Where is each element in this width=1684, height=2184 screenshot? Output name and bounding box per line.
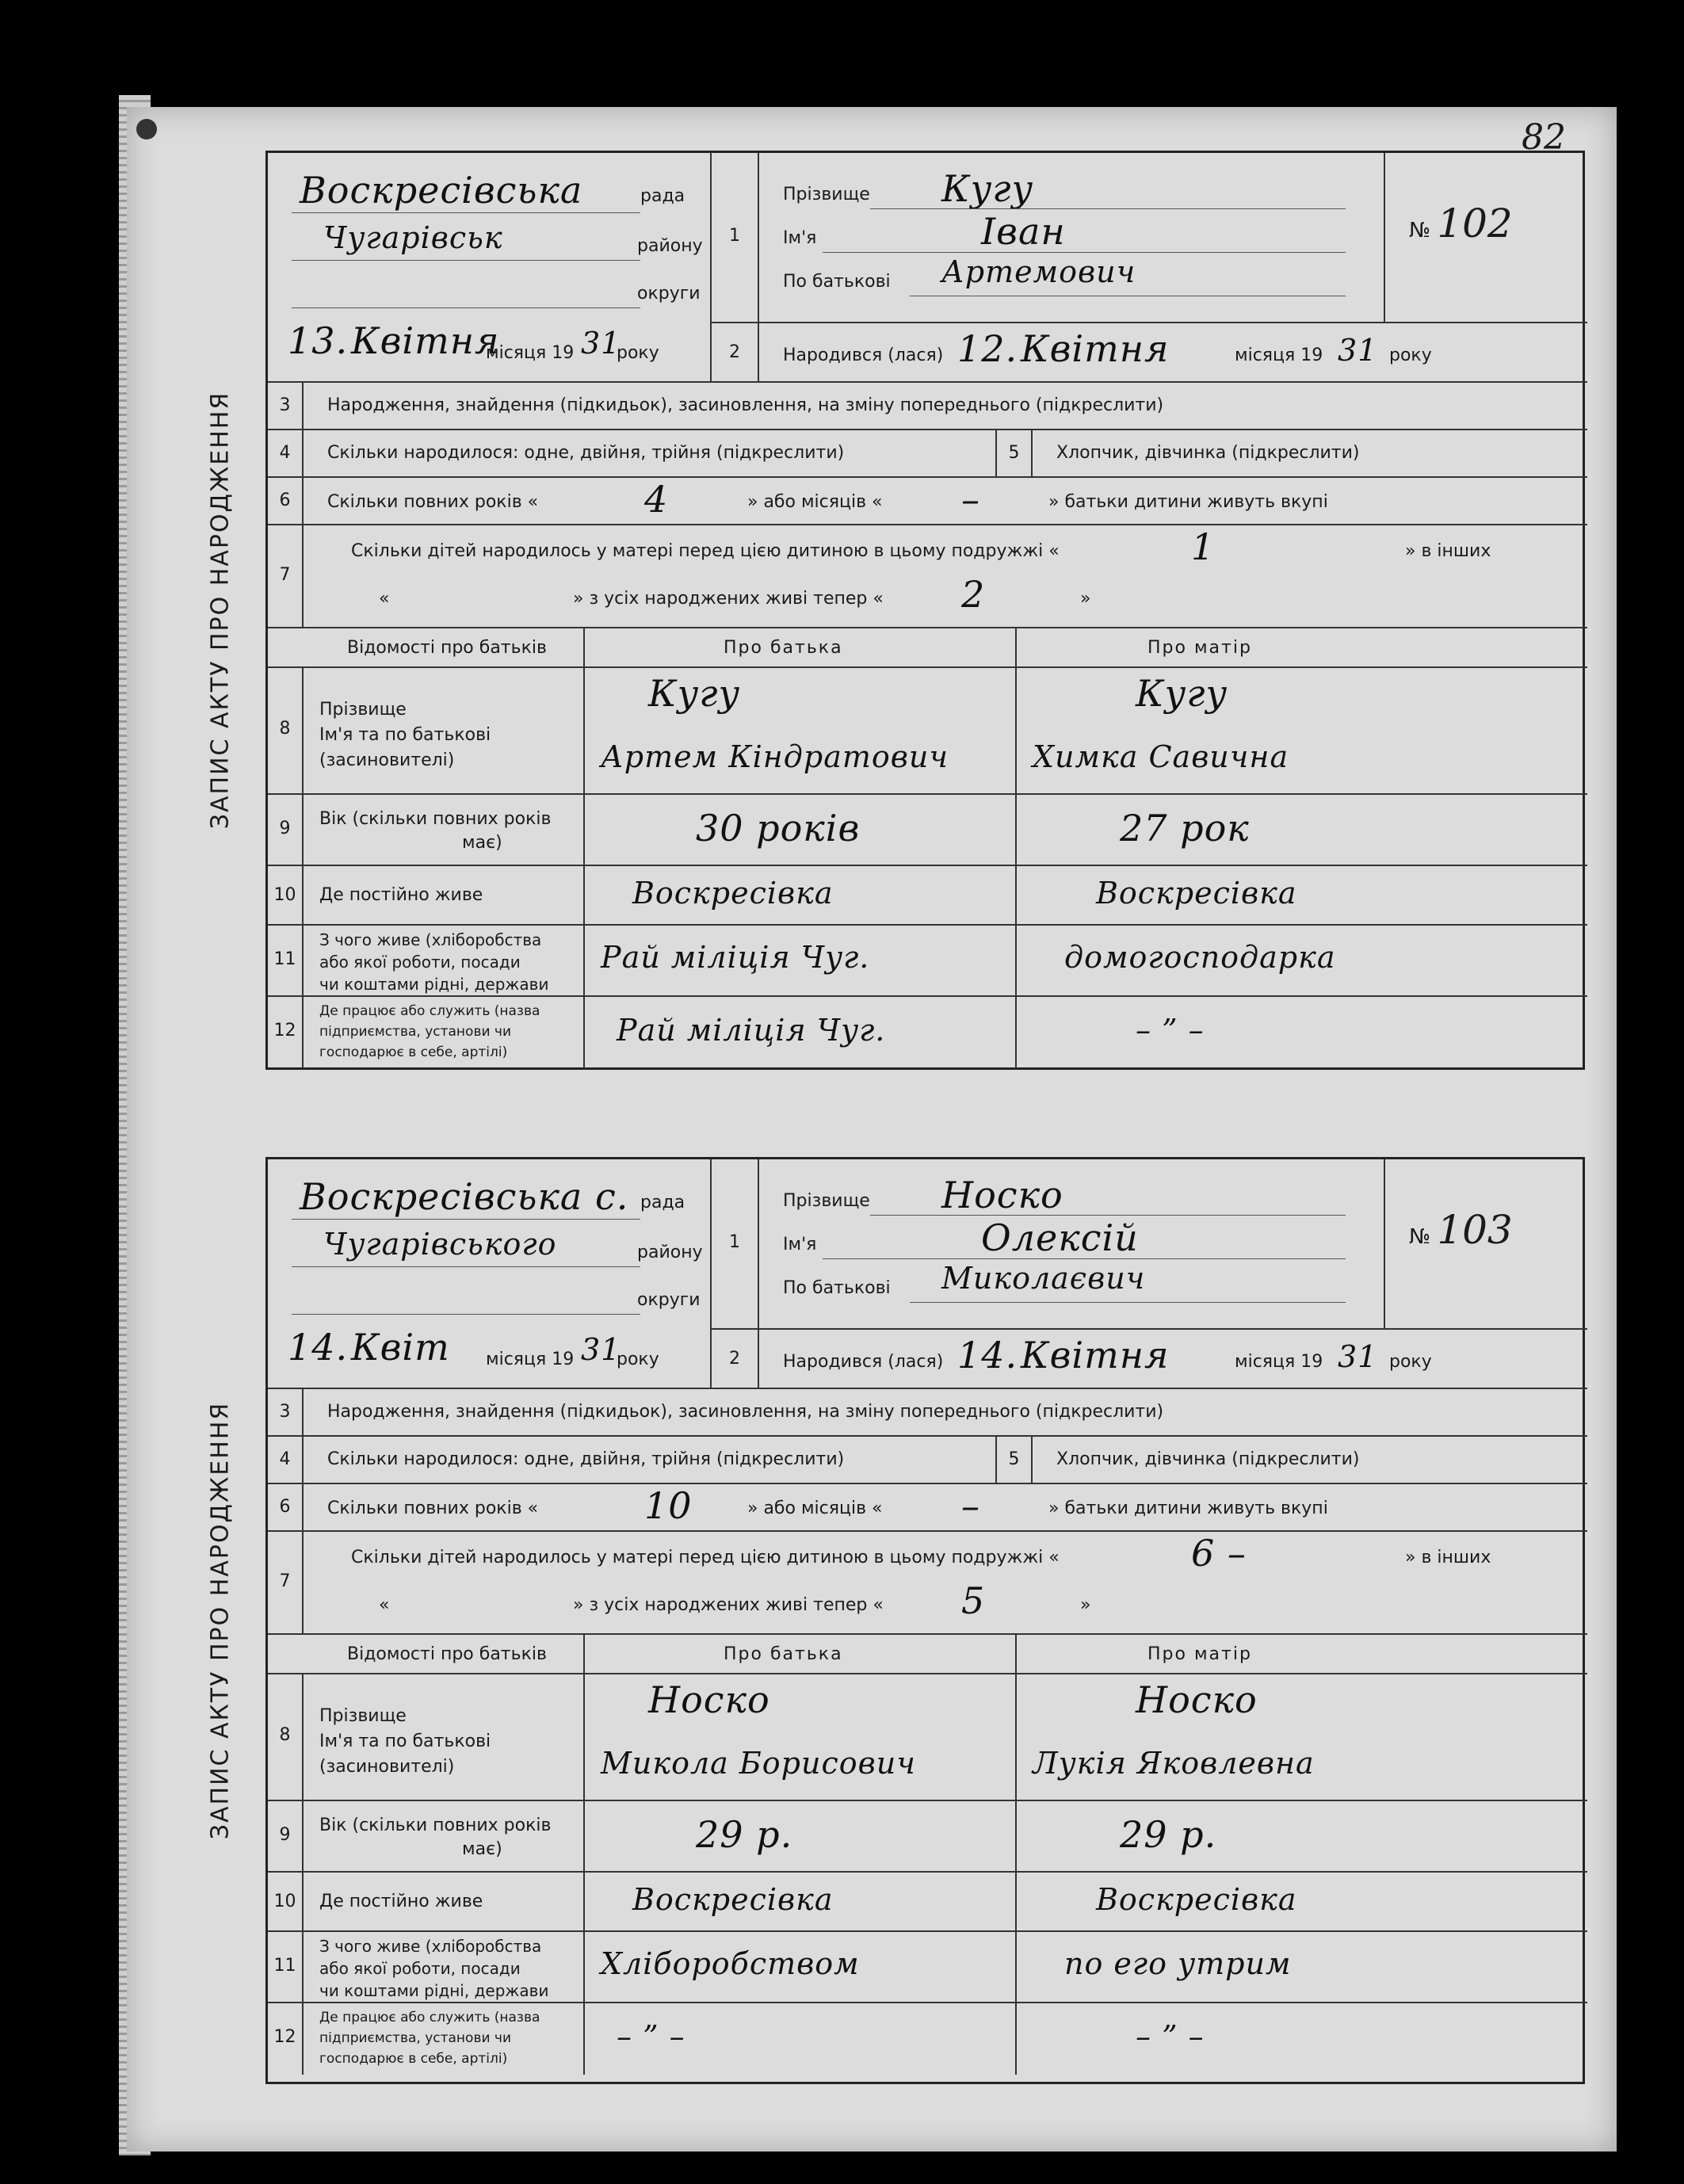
section-1-number-cell [712, 153, 759, 323]
row-number-cell: 9 [268, 1801, 304, 1873]
mother-workplace: – ” – [1136, 1013, 1205, 1048]
living-children-close: » [1080, 589, 1091, 609]
mother-surname: Носко [1136, 1678, 1258, 1721]
father-header-label: Про батька [724, 1644, 843, 1664]
previous-children-label: Скільки дітей народилось у матері перед цією дитиною в цьому подружжі « [351, 541, 1060, 561]
act-number-block [1385, 153, 1587, 323]
occupation-label-3: чи коштами рідні, держави [319, 1981, 549, 2000]
surname-label: Прізвище [783, 185, 870, 204]
row-number-cell: 7 [268, 1532, 304, 1635]
living-children-close: » [1080, 1595, 1091, 1615]
workplace-label-3: господарює в себе, артілі) [319, 2051, 508, 2067]
father-occupation-cell [585, 926, 1017, 997]
birth-month-suffix: місяця 19 [1235, 1352, 1323, 1372]
father-workplace: Рай міліція Чуг. [617, 1013, 886, 1048]
child-name-block [759, 153, 1385, 323]
father-occupation: Рай міліція Чуг. [601, 940, 870, 975]
birth-year: 31 [1338, 333, 1378, 368]
registration-month-suffix: місяця 19 [486, 1350, 575, 1369]
act-no: 102 [1437, 200, 1513, 246]
record-side-title [174, 1157, 265, 2084]
child-patronymic: Артемович [941, 254, 1136, 289]
adopters-label: (засиновителі) [319, 1757, 455, 1777]
together-tail-label: » батьки дитини живуть вкупі [1048, 1499, 1328, 1518]
row-number-cell: 6 [268, 1484, 304, 1532]
father-workplace: – ” – [617, 2019, 685, 2054]
mother-residence: Воскресівка [1096, 1882, 1297, 1917]
occupation-label-1: З чого живе (хліборобства [319, 930, 542, 949]
previous-children-row [304, 1532, 1587, 1635]
birth-month: Квітня [1021, 327, 1170, 370]
age-label: Вік (скільки повних років [319, 809, 552, 829]
father-age-cell [585, 795, 1017, 866]
council-suffix: рада [640, 186, 685, 206]
patronymic-label: По батькові [783, 272, 891, 292]
act-no-label: № [1409, 1225, 1431, 1249]
act-number [1409, 200, 1513, 246]
father-surname: Кугу [648, 672, 741, 715]
parents-together-row [304, 1484, 1587, 1532]
registration-year-suffix: року [617, 1350, 659, 1369]
child-surname: Носко [941, 1174, 1063, 1216]
row-number-cell: 10 [268, 1873, 304, 1932]
registration-year-suffix: року [617, 343, 659, 363]
occupation-label-cell [304, 926, 585, 997]
mother-header-label: Про матір [1147, 1644, 1252, 1664]
mother-residence-cell [1017, 1873, 1587, 1932]
living-children-count: 5 [961, 1579, 986, 1622]
parent-age-label-cell [304, 1801, 585, 1873]
council-name: Воскресівська с. [300, 1175, 629, 1218]
patronymic-label: По батькові [783, 1278, 891, 1298]
parents-info-header [268, 1635, 585, 1674]
adopters-label: (засиновителі) [319, 750, 455, 770]
registration-year: 31 [581, 1332, 621, 1367]
residence-label: Де постійно живе [319, 885, 483, 905]
district-name: Чугарівського [323, 1227, 557, 1262]
together-years-label: Скільки повних років « [327, 492, 539, 512]
child-name: Олексій [981, 1216, 1139, 1259]
mother-full-name: Лукія Яковлевна [1033, 1746, 1315, 1781]
binding-hole [136, 119, 157, 139]
mother-occupation: домогосподарка [1064, 940, 1336, 975]
birth-day: 14. [957, 1334, 1018, 1376]
mother-occupation: по его утрим [1064, 1946, 1292, 1981]
row-number-cell: 9 [268, 795, 304, 866]
residence-label-cell [304, 1873, 585, 1932]
mother-name-cell [1017, 668, 1587, 795]
parents-info-label: Відомості про батьків [347, 1644, 547, 1664]
living-children-label: » з усіх народжених живі тепер « [573, 1595, 884, 1615]
previous-children-label: Скільки дітей народилось у матері перед цією дитиною в цьому подружжі « [351, 1548, 1060, 1567]
birth-date-row [759, 1330, 1587, 1389]
living-children-count: 2 [961, 573, 986, 616]
father-age: 29 р. [696, 1813, 793, 1856]
together-years: 10 [644, 1484, 693, 1527]
father-residence: Воскресівка [632, 1882, 834, 1917]
registration-month-suffix: місяця 19 [486, 343, 575, 363]
parent-name-label-cell [304, 1674, 585, 1801]
record-side-title [174, 151, 265, 1070]
district-suffix: району [637, 236, 703, 256]
mother-age-cell [1017, 1801, 1587, 1873]
section-1-number-cell [712, 1159, 759, 1330]
mother-workplace: – ” – [1136, 2019, 1205, 2054]
parent-surname-label: Прізвище [319, 1706, 407, 1726]
sex-text: Хлопчик, дівчинка (підкреслити) [1056, 443, 1360, 463]
parents-info-label: Відомості про батьків [347, 638, 547, 658]
page-number: 82 [1522, 117, 1566, 158]
born-label: Народився (лася) [783, 346, 944, 365]
workplace-label-1: Де працює або служить (назва [319, 2010, 540, 2026]
row-number-cell: 8 [268, 1674, 304, 1801]
together-months-label: » або місяців « [747, 1499, 883, 1518]
registry-block [268, 1159, 712, 1389]
section-number: 2 [729, 342, 740, 362]
event-type-text: Народження, знайдення (підкидьок), засиновлення, на зміну попереднього (підкреслити) [327, 395, 1164, 415]
mother-residence-cell [1017, 866, 1587, 926]
residence-label-cell [304, 866, 585, 926]
sex-row [1033, 1437, 1587, 1484]
father-workplace-cell [585, 2003, 1017, 2075]
event-type-row [304, 1389, 1587, 1437]
row-number-cell: 11 [268, 1932, 304, 2003]
registration-year: 31 [581, 326, 621, 361]
name-label: Ім'я [783, 228, 817, 248]
father-age: 30 років [696, 807, 861, 850]
row-number-cell: 3 [268, 1389, 304, 1437]
multiplicity-text: Скільки народилося: одне, двійня, трійня (підкреслити) [327, 1449, 845, 1469]
father-occupation-cell [585, 1932, 1017, 2003]
parent-name-label: Ім'я та по батькові [319, 1732, 491, 1751]
birth-month-suffix: місяця 19 [1235, 346, 1323, 365]
act-no: 103 [1437, 1207, 1513, 1253]
side-title: ЗАПИС АКТУ ПРО НАРОДЖЕННЯ [206, 1401, 234, 1840]
act-number [1409, 1207, 1513, 1253]
occupation-label-1: З чого живе (хліборобства [319, 1937, 542, 1956]
okruha-suffix: округи [637, 284, 701, 304]
name-label: Ім'я [783, 1235, 817, 1254]
mother-surname: Кугу [1136, 672, 1228, 715]
mother-full-name: Химка Савична [1033, 739, 1289, 774]
mother-age: 27 рок [1120, 807, 1250, 850]
father-full-name: Микола Борисович [601, 1746, 916, 1781]
father-name-cell [585, 1674, 1017, 1801]
mother-age-cell [1017, 795, 1587, 866]
workplace-label-cell [304, 2003, 585, 2075]
birth-record [174, 1157, 1585, 2084]
father-full-name: Артем Кіндратович [601, 739, 949, 774]
mother-header-label: Про матір [1147, 638, 1252, 658]
age-label: Вік (скільки повних років [319, 1816, 552, 1835]
registration-day: 14. [288, 1326, 349, 1369]
parents-info-header [268, 628, 585, 668]
council-name: Воскресівська [300, 169, 583, 212]
father-age-cell [585, 1801, 1017, 1873]
other-marriages-label: » в інших [1405, 541, 1491, 561]
act-number-block [1385, 1159, 1587, 1330]
section-2-number-cell [712, 323, 759, 383]
together-months-label: » або місяців « [747, 492, 883, 512]
section-number: 1 [729, 226, 740, 246]
workplace-label-3: господарює в себе, артілі) [319, 1044, 508, 1060]
parent-age-label-cell [304, 795, 585, 866]
row-number-cell: 3 [268, 383, 304, 430]
other-marriages-open: « [379, 1595, 390, 1615]
parent-name-label-cell [304, 668, 585, 795]
sex-row [1033, 430, 1587, 478]
district-name: Чугарівськ [323, 220, 503, 255]
together-months: – [961, 478, 980, 521]
mother-workplace-cell [1017, 997, 1587, 1068]
father-occupation: Хліборобством [601, 1946, 860, 1981]
father-residence-cell [585, 866, 1017, 926]
father-header [585, 628, 1017, 668]
section-number: 1 [729, 1232, 740, 1252]
previous-children-row [304, 525, 1587, 628]
row-number-cell: 10 [268, 866, 304, 926]
row-number-cell: 12 [268, 997, 304, 1068]
together-years: 4 [644, 478, 669, 521]
row-number-cell: 5 [997, 430, 1033, 478]
birth-month: Квітня [1021, 1334, 1170, 1376]
occupation-label-2: або якої роботи, посади [319, 1959, 521, 1978]
father-residence-cell [585, 1873, 1017, 1932]
father-header [585, 1635, 1017, 1674]
father-header-label: Про батька [724, 638, 843, 658]
workplace-label-2: підприємства, установи чи [319, 2030, 512, 2046]
okruha-suffix: округи [637, 1290, 701, 1310]
surname-label: Прізвище [783, 1191, 870, 1211]
father-workplace-cell [585, 997, 1017, 1068]
row-number-cell: 7 [268, 525, 304, 628]
child-patronymic: Миколаєвич [941, 1261, 1146, 1296]
workplace-label-2: підприємства, установи чи [319, 1024, 512, 1040]
record-grid [265, 1157, 1585, 2084]
previous-children-count: 1 [1191, 525, 1216, 568]
age-label-tail: має) [462, 833, 502, 853]
occupation-label-2: або якої роботи, посади [319, 953, 521, 972]
multiplicity-text: Скільки народилося: одне, двійня, трійня (підкреслити) [327, 443, 845, 463]
council-suffix: рада [640, 1193, 685, 1212]
father-surname: Носко [648, 1678, 770, 1721]
living-children-label: » з усіх народжених живі тепер « [573, 589, 884, 609]
mother-header [1017, 1635, 1587, 1674]
birth-year: 31 [1338, 1339, 1378, 1374]
parent-name-label: Ім'я та по батькові [319, 725, 491, 745]
residence-label: Де постійно живе [319, 1892, 483, 1911]
section-number: 2 [729, 1349, 740, 1369]
row-number-cell: 11 [268, 926, 304, 997]
row-number-cell: 5 [997, 1437, 1033, 1484]
side-title: ЗАПИС АКТУ ПРО НАРОДЖЕННЯ [206, 391, 234, 830]
birth-date-row [759, 323, 1587, 383]
row-number-cell: 4 [268, 1437, 304, 1484]
father-name-cell [585, 668, 1017, 795]
together-months: – [961, 1484, 980, 1527]
birth-day: 12. [957, 327, 1018, 370]
other-marriages-label: » в інших [1405, 1548, 1491, 1567]
birth-year-suffix: року [1389, 346, 1432, 365]
mother-occupation-cell [1017, 1932, 1587, 2003]
sex-text: Хлопчик, дівчинка (підкреслити) [1056, 1449, 1360, 1469]
record-grid [265, 151, 1585, 1070]
event-type-text: Народження, знайдення (підкидьок), засиновлення, на зміну попереднього (підкреслити) [327, 1402, 1164, 1422]
row-number-cell: 4 [268, 430, 304, 478]
workplace-label-cell [304, 997, 585, 1068]
workplace-label-1: Де працює або служить (назва [319, 1003, 540, 1019]
other-marriages-open: « [379, 589, 390, 609]
row-number-cell: 12 [268, 2003, 304, 2075]
event-type-row [304, 383, 1587, 430]
mother-name-cell [1017, 1674, 1587, 1801]
multiplicity-row [304, 1437, 997, 1484]
mother-occupation-cell [1017, 926, 1587, 997]
section-2-number-cell [712, 1330, 759, 1389]
birth-year-suffix: року [1389, 1352, 1432, 1372]
registration-day: 13. [288, 319, 349, 362]
act-no-label: № [1409, 219, 1431, 242]
child-name-block [759, 1159, 1385, 1330]
registry-block [268, 153, 712, 383]
mother-header [1017, 628, 1587, 668]
together-tail-label: » батьки дитини живуть вкупі [1048, 492, 1328, 512]
father-residence: Воскресівка [632, 876, 834, 911]
occupation-label-3: чи коштами рідні, держави [319, 975, 549, 994]
occupation-label-cell [304, 1932, 585, 2003]
registration-month: Квіт [351, 1326, 450, 1369]
parents-together-row [304, 478, 1587, 525]
mother-residence: Воскресівка [1096, 876, 1297, 911]
together-years-label: Скільки повних років « [327, 1499, 539, 1518]
parent-surname-label: Прізвище [319, 700, 407, 720]
district-suffix: району [637, 1243, 703, 1262]
row-number-cell: 6 [268, 478, 304, 525]
multiplicity-row [304, 430, 997, 478]
born-label: Народився (лася) [783, 1352, 944, 1372]
age-label-tail: має) [462, 1839, 502, 1859]
child-surname: Кугу [941, 167, 1034, 210]
mother-workplace-cell [1017, 2003, 1587, 2075]
child-name: Іван [981, 210, 1066, 253]
mother-age: 29 р. [1120, 1813, 1217, 1856]
previous-children-count: 6 – [1191, 1532, 1247, 1575]
birth-record [174, 151, 1585, 1070]
registration-month: Квітня [351, 319, 500, 362]
row-number-cell: 8 [268, 668, 304, 795]
